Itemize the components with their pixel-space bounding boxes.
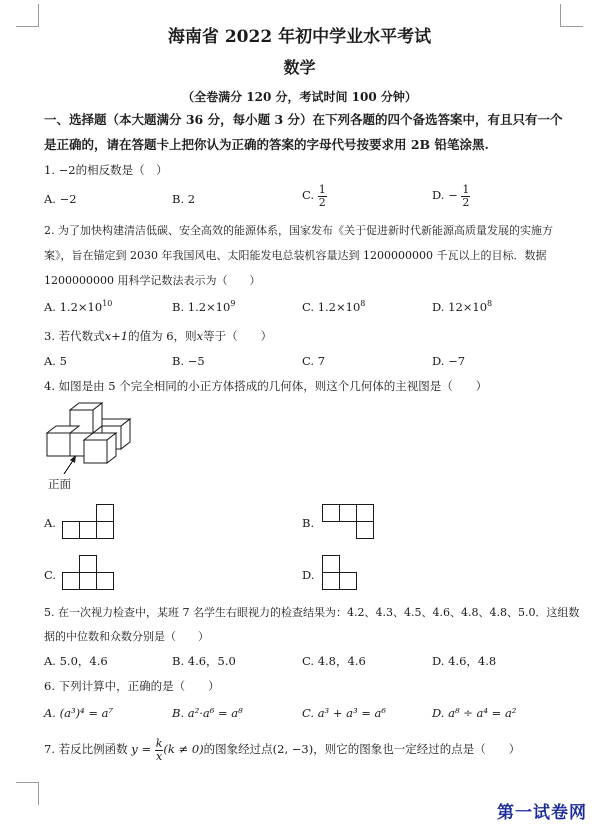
q4-option-d-figure — [322, 554, 362, 592]
q1-option-d-label: D. − — [432, 188, 458, 203]
fraction-denominator: x — [155, 749, 163, 763]
q2-option-b-text: B. 1.2×10 — [172, 299, 231, 314]
cube-front-face — [47, 433, 70, 456]
q4-option-d-label: D. — [302, 568, 315, 582]
exam-title: 海南省 2022 年初中学业水平考试 — [167, 27, 432, 47]
q3-variable: x — [196, 329, 204, 343]
q3-expression: x+1 — [104, 329, 129, 343]
q7-y-equals: y = — [131, 742, 152, 757]
question-6-stem: 6. 下列计算中，正确的是（ ） — [44, 679, 220, 693]
q7-stem-pre: 7. 若反比例函数 — [44, 742, 128, 757]
fraction-numerator: 1 — [462, 183, 470, 196]
q3-stem-mid: 的值为 6，则 — [128, 329, 197, 343]
question-5-line2: 据的中位数和众数分别是（ ） — [44, 630, 209, 643]
q1-option-a: A. −2 — [44, 192, 77, 206]
q2-option-c-text: C. 1.2×10 — [302, 299, 361, 314]
fraction-denominator: 2 — [318, 195, 326, 209]
q5-option-b: B. 4.6，5.0 — [172, 654, 236, 668]
q4-option-c-label: C. — [44, 568, 57, 582]
q2-option-d-text: D. 12×10 — [432, 299, 488, 314]
q2-option-b — [172, 299, 235, 314]
q5-option-a: A. 5.0，4.6 — [44, 654, 108, 668]
q2-option-c — [302, 299, 365, 314]
q1-option-c-fraction — [318, 184, 327, 208]
q6-option-b: B. a²·a⁶ = a⁸ — [172, 706, 243, 720]
q4-option-b-figure — [322, 503, 376, 541]
fraction-numerator: 1 — [318, 183, 326, 196]
q3-option-b: B. −5 — [172, 354, 205, 368]
q3-stem-pre: 3. 若代数式 — [44, 329, 105, 343]
q7-stem-post: 的图象经过点(2, −3)，则它的图象也一定经过的点是（ ） — [203, 742, 521, 757]
q4-option-a-figure — [62, 503, 116, 541]
q5-option-d: D. 4.6，4.8 — [432, 654, 497, 668]
q3-option-a: A. 5 — [44, 354, 67, 368]
crop-mark-bottom-left — [16, 782, 39, 805]
question-5-line1: 5. 在一次视力检查中，某班 7 名学生右眼视力的检查结果为：4.2、4.3、4.5、4.6、4.8、4.8、5.0．这组数 — [44, 606, 580, 619]
q6-option-c: C. a³ + a³ = a⁶ — [302, 706, 386, 720]
q2-option-d-exponent: 8 — [487, 299, 493, 308]
exam-note: （全卷满分 120 分，考试时间 100 分钟） — [182, 90, 417, 104]
q1-option-b: B. 2 — [172, 192, 196, 206]
fraction-numerator: k — [155, 737, 163, 750]
q1-option-c-label: C. — [302, 188, 315, 203]
question-1-stem: 1. −2的相反数是（ ） — [44, 163, 168, 177]
q1-option-c — [302, 184, 327, 208]
q3-option-c: C. 7 — [302, 354, 326, 368]
section-heading-line1: 一、选择题（本大题满分 36 分，每小题 3 分）在下列各题的四个备选答案中，有且只有一个 — [44, 112, 563, 127]
q2-option-d — [432, 299, 492, 314]
question-7-stem — [44, 738, 520, 762]
question-3-stem — [44, 328, 272, 344]
q3-stem-post: 等于（ ） — [203, 329, 273, 343]
q1-option-d-fraction — [461, 184, 470, 208]
q3-option-d: D. −7 — [432, 354, 466, 368]
q2-option-b-exponent: 9 — [230, 299, 236, 308]
q1-option-d — [432, 184, 470, 208]
q4-solid-figure — [40, 402, 140, 478]
question-2-line2: 案》，旨在锚定到 2030 年我国风电、太阳能发电总装机容量达到 1200000000 千瓦以上的目标．数据 — [44, 249, 547, 262]
q7-condition: (k ≠ 0) — [163, 742, 204, 757]
q4-option-c-figure — [62, 554, 116, 592]
site-logo: 第一试卷网 — [497, 803, 587, 823]
q4-front-label: 正面 — [48, 477, 71, 491]
subject-title: 数学 — [283, 58, 316, 77]
q6-option-d: D. a⁸ ÷ a⁴ = a² — [432, 706, 517, 720]
q4-option-b-label: B. — [302, 516, 315, 530]
fraction-denominator: 2 — [462, 195, 470, 209]
q5-option-c: C. 4.8，4.6 — [302, 654, 366, 668]
question-2-line1: 2. 为了加快构建清洁低碳、安全高效的能源体系，国家发布《关于促进新时代新能源高质量发展的实施方 — [44, 224, 553, 237]
q2-option-a-exponent: 10 — [102, 299, 113, 308]
q2-option-c-exponent: 8 — [360, 299, 366, 308]
question-2-line3: 1200000000 用科学记数法表示为（ ） — [44, 274, 261, 287]
q6-option-a: A. (a³)⁴ = a⁷ — [44, 706, 114, 720]
section-heading-line2: 是正确的，请在答题卡上把你认为正确的答案的字母代号按要求用 2B 铅笔涂黑. — [44, 137, 489, 152]
cube-front-face — [84, 440, 107, 463]
q4-option-a-label: A. — [44, 516, 56, 530]
q2-option-a — [44, 299, 112, 314]
question-4-stem: 4. 如图是由 5 个完全相同的小正方体搭成的几何体，则这个几何体的主视图是（ ） — [44, 379, 488, 393]
q2-option-a-text: A. 1.2×10 — [44, 299, 103, 314]
